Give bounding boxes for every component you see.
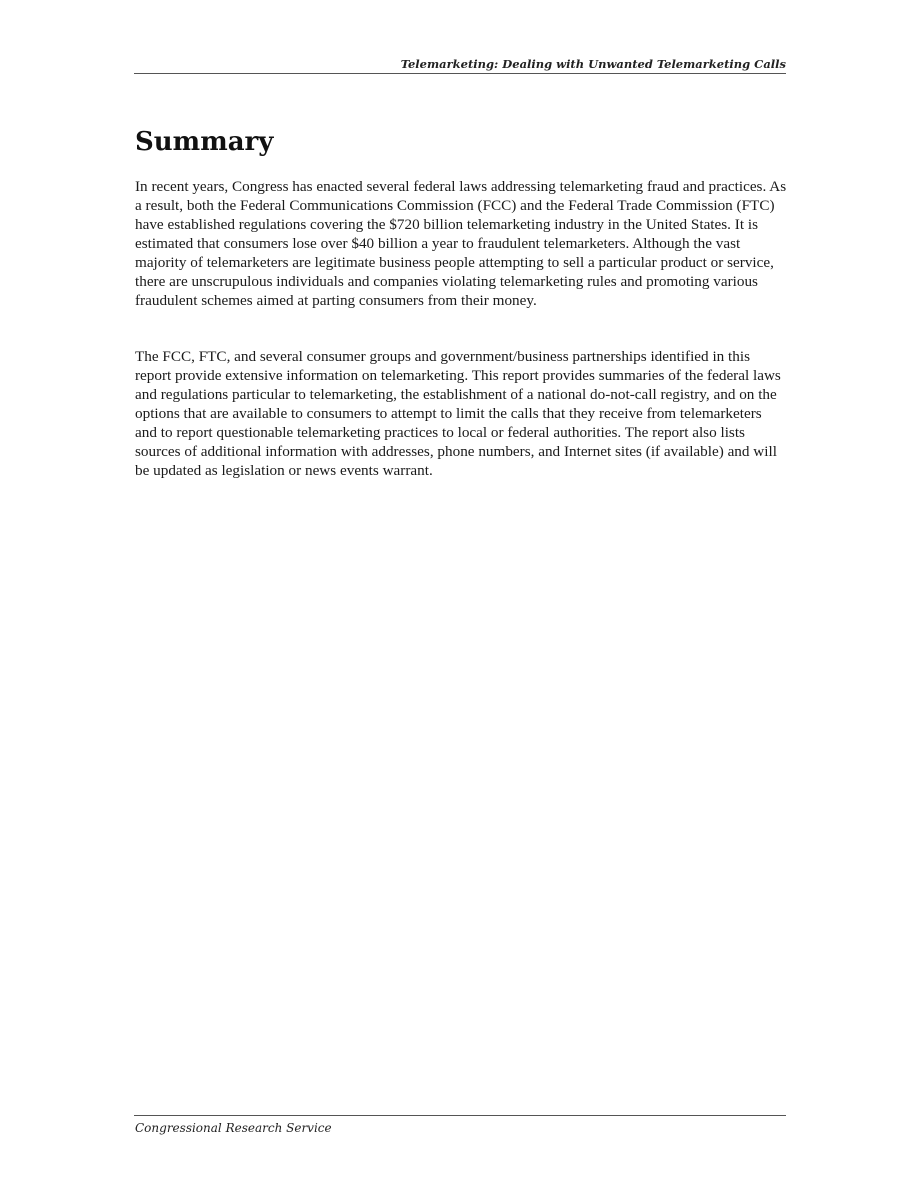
running-footer-organization: Congressional Research Service	[135, 1121, 332, 1135]
section-title: Summary	[135, 127, 274, 157]
summary-paragraph-2: The FCC, FTC, and several consumer groups and government/business partnerships identified in this report provide extensive information on telemarketing. This report provides summaries of the federal laws and regulations particular to telemarketing, the establishment of a national do-not-call registry, and on the options that are available to consumers to attempt to limit the calls that they receive from telemarketers and to report questionable telemarketing practices to local or federal authorities. The report also lists sources of additional information with addresses, phone numbers, and Internet sites (if available) and will be updated as legislation or news events warrant.	[135, 348, 781, 479]
running-header-title: Telemarketing: Dealing with Unwanted Telemarketing Calls	[400, 57, 786, 71]
summary-paragraph-1: In recent years, Congress has enacted several federal laws addressing telemarketing fraud and practices. As a result, both the Federal Communications Commission (FCC) and the Federal Trade Commission (FTC) have established regulations covering the $720 billion telemarketing industry in the United States. It is estimated that consumers lose over $40 billion a year to fraudulent telemarketers. Although the vast majority of telemarketers are legitimate business people attempting to sell a particular product or service, there are unscrupulous individuals and companies violating telemarketing rules and promoting various fraudulent schemes aimed at parting consumers from their money.	[135, 178, 787, 309]
footer-divider	[134, 1115, 786, 1116]
header-divider	[134, 73, 786, 74]
